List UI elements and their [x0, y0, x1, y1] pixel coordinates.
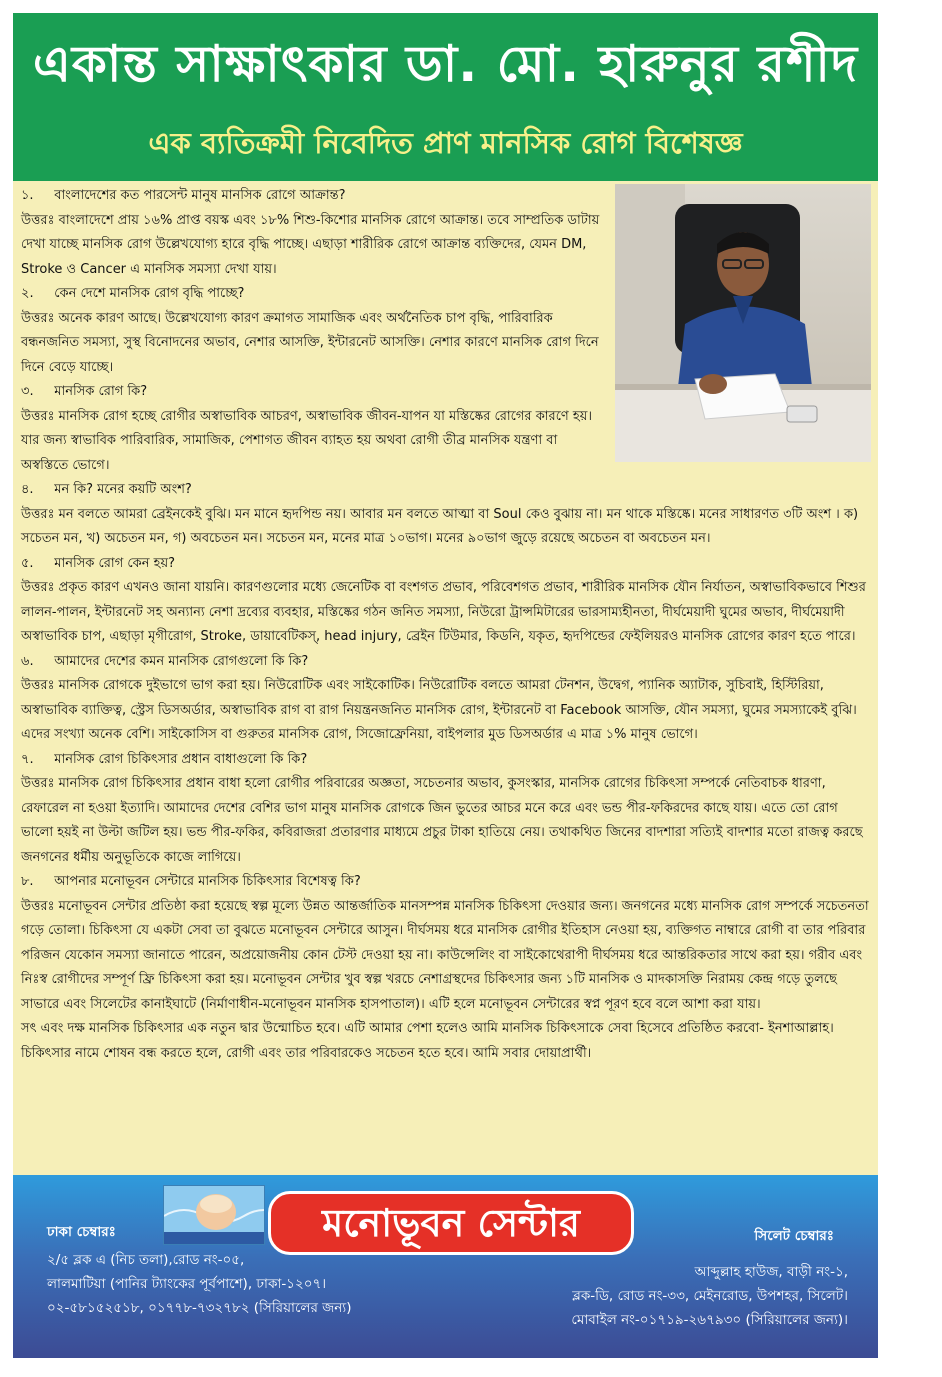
answer-1: উত্তরঃ বাংলাদেশে প্রায় ১৬% প্রাপ্ত বয়স্ক এবং ১৮% শিশু-কিশোর মানসিক রোগে আক্রান্ত। তবে সাম্প্রতিক ডাটায় দেখা যাচ্ছে মানসিক রোগ উল্লেখযোগ্য হারে বৃদ্ধি পাচ্ছে। এছাড়া শারীরিক রোগে আক্রান্ত ব্যক্তিদের, যেমন DM, Stroke ও Cancer এ মানসিক সমস্যা দেখা যায়।: [21, 212, 600, 277]
question-5: ৫. মানসিক রোগ কেন হয়?: [21, 555, 176, 571]
sylhet-address-line-1: আব্দুল্লাহ হাউজ, বাড়ী নং-১,: [694, 1264, 848, 1280]
dhaka-phone: ০২-৫৮১৫২৫১৮, ০১৭৭৮-৭৩২৭৮২ (সিরিয়ালের জন্য): [47, 1300, 352, 1316]
doctor-photo: [615, 184, 871, 468]
brain-logo-icon: [163, 1185, 265, 1245]
answer-2: উত্তরঃ অনেক কারণ আছে। উল্লেখযোগ্য কারণ ক্রমাগত সামাজিক এবং অর্থনৈতিক চাপ বৃদ্ধি, পারিবারিক বন্ধনজনিত সমস্যা, সুস্থ বিনোদনের অভাব, নেশার আসক্তি, ইন্টারনেট আসক্তি। নেশার কারণে মানসিক রোগ দিনে দিনে বেড়ে যাচ্ছে।: [21, 310, 599, 375]
answer-7: উত্তরঃ মানসিক রোগ চিকিৎসার প্রধান বাধা হলো রোগীর পরিবারের অজ্ঞতা, সচেতনার অভাব, কুসংস্কার, মানসিক রোগের চিকিৎসা সম্পর্কে নেতিবাচক ধারণা, রেফারেল না হওয়া ইত্যাদি। আমাদের দেশের বেশির ভাগ মানুষ মানসিক রোগকে জিন ভুতের আচর মনে করে এবং ভন্ড পীর-ফকিরদের কাছে যায়। এতে তো রোগ ভালো হয়ই না উল্টা জটিল হয়। ভন্ড পীর-ফকির, কবিরাজরা প্রতারণার মাধ্যমে প্রচুর টাকা হাতিয়ে নেয়। তথাকথিত জিনের বাদশারা সত্যিই বাদশার মতো রাজত্ব করছে জনগনের ধর্মীয় অনুভূতিকে কাজে লাগিয়ে।: [21, 776, 863, 865]
header-banner: [13, 13, 878, 181]
page-subtitle: এক ব্যতিক্রমী নিবেদিত প্রাণ মানসিক রোগ বিশেষজ্ঞ: [148, 126, 743, 160]
answer-4: উত্তরঃ মন বলতে আমরা ব্রেইনকেই বুঝি। মন মানে হৃদপিন্ড নয়। আবার মন বলতে আত্মা বা Soul কেও বুঝায় না। মন থাকে মস্তিষ্কে। মনের সাধারণত ৩টি অংশ । ক) সচেতন মন, খ) অচেতন মন, গ) অবচেতন মন। সচেতন মন, মনের মাত্র ১০ভাগ। মনের ৯০ভাগ জুড়ে রয়েছে অচেতন বা অবচেতন মন।: [21, 506, 859, 546]
question-3: ৩. মানসিক রোগ কি?: [21, 384, 148, 399]
dhaka-chamber-heading: ঢাকা চেম্বারঃ: [47, 1224, 116, 1240]
interview-content: [21, 184, 871, 1066]
sylhet-phone: মোবাইল নং-০১৭১৯-২৬৭৯৩০ (সিরিয়ালের জন্য)।: [571, 1312, 848, 1328]
sylhet-chamber-heading: সিলেট চেম্বারঃ: [754, 1228, 834, 1244]
doctor-portrait-image: [615, 184, 871, 462]
page-title: একান্ত সাক্ষাৎকার ডা. মো. হারুনুর রশীদ: [32, 35, 859, 93]
brand-name: মনোভূবন সেন্টার: [268, 1191, 634, 1255]
question-1: ১. বাংলাদেশের কত পারসেন্ট মানুষ মানসিক রোগে আক্রান্ত?: [21, 188, 346, 203]
question-7: ৭. মানসিক রোগ চিকিৎসার প্রধান বাধাগুলো কি কি?: [21, 751, 308, 767]
answer-3: উত্তরঃ মানসিক রোগ হচ্ছে রোগীর অস্বাভাবিক আচরণ, অস্বাভাবিক জীবন-যাপন যা মস্তিষ্কের রোগের কারণে হয়। যার জন্য স্বাভাবিক পারিবারিক, সামাজিক, পেশাগত জীবন ব্যাহত হয় অথবা রোগী তীব্র মানসিক যন্ত্রণা বা অস্বস্তিতে ভোগে।: [21, 408, 593, 473]
advertisement-page: [13, 13, 878, 1358]
question-4: ৪. মন কি? মনের কয়টি অংশ?: [21, 482, 192, 497]
closing-paragraph: সৎ এবং দক্ষ মানসিক চিকিৎসার এক নতুন দ্বার উন্মোচিত হবে। এটি আমার পেশা হলেও আমি মানসিক চিকিৎসাকে সেবা হিসেবে প্রতিষ্ঠিত করবো- ইনশাআল্লাহ। চিকিৎসার নামে শোষন বন্ধ করতে হলে, রোগী এবং তার পরিবারকেও সচেতন হতে হবে। আমি সবার দোয়াপ্রার্থী।: [21, 1021, 834, 1061]
dhaka-address-line-1: ২/৫ ব্লক এ (নিচ তলা),রোড নং-০৫,: [47, 1252, 245, 1268]
answer-5: উত্তরঃ প্রকৃত কারণ এখনও জানা যায়নি। কারণগুলোর মধ্যে জেনেটিক বা বংশগত প্রভাব, পরিবেশগত প্রভাব, শারীরিক মানসিক যৌন নির্যাতন, অস্বাভাবিকভাবে শিশুর লালন-পালন, ইন্টারনেট সহ অন্যান্য নেশা দ্রব্যের ব্যবহার, মস্তিষ্কের গঠন জনিত সমস্যা, নিউরো ট্রান্সমিটারের ভারসাম্যহীনতা, দীর্ঘমেয়াদী ঘুমের অভাব, দীর্ঘমেয়াদী অস্বাভাবিক চাপ, এছাড়া মৃগীরোগ, Stroke, ডায়াবেটিকস্‌, head injury, ব্রেইন টিউমার, কিডনি, যকৃত, হৃদপিন্ডের ফেইলিয়রও মানসিক রোগের কারণ হতে পারে।: [21, 580, 866, 644]
dhaka-address-line-2: লালমাটিয়া (পানির ট্যাংকের পূর্বপাশে), ঢাকা-১২০৭।: [47, 1276, 327, 1292]
answer-6: উত্তরঃ মানসিক রোগকে দুইভাগে ভাগ করা হয়। নিউরোটিক এবং সাইকোটিক। নিউরোটিক বলতে আমরা টেনশন, উদ্বেগ, প্যানিক অ্যাটাক, সুচিবাই, হিস্টিরিয়া, অস্বাভাবিক ব্যাক্তিত্ব, স্ট্রেস ডিসঅর্ডার, অস্বাভাবিক রাগ বা রাগ নিয়ন্ত্রনজনিত মানসিক রোগ, ইন্টারনেট বা Facebook আসক্তি, যৌন সমস্যা, ঘুমের সমস্যাকেই বুঝি। এদের সংখ্যা অনেক বেশি। সাইকোসিস বা গুরুতর মানসিক রোগ, সিজোফ্রেনিয়া, বাইপলার মুড ডিসঅর্ডার এ মাত্র ১% মানুষ ভোগে।: [21, 678, 857, 742]
sylhet-address-line-2: ব্লক-ডি, রোড নং-৩৩, মেইনরোড, উপশহর, সিলেট।: [572, 1288, 848, 1304]
footer-banner: [13, 1175, 878, 1358]
question-2: ২. কেন দেশে মানসিক রোগ বৃদ্ধি পাচ্ছে?: [21, 286, 245, 301]
question-8: ৮. আপনার মনোভূবন সেন্টারে মানসিক চিকিৎসার বিশেষত্ব কি?: [21, 874, 361, 889]
answer-8: উত্তরঃ মনোভূবন সেন্টার প্রতিষ্ঠা করা হয়েছে স্বল্প মূল্যে উন্নত আন্তর্জাতিক মানসম্পন্ন মানসিক চিকিৎসা দেওয়ার জন্য। জনগনের মধ্যে মানসিক রোগ সম্পর্কে সচেতনতা গড়ে তোলা। চিকিৎসা যে একটা সেবা তা বুঝতে মনোভূবন সেন্টারে আসুন। দীর্ঘসময় ধরে মানসিক রোগীর ইতিহাস নেওয়া হয়, ব্যক্তিগত নাম্বারে রোগী বা তার পরিবার পরিজন যেকোন সমস্যা জানাতে পারেন, অপ্রয়োজনীয় কোন টেস্ট দেওয়া হয় না। কাউন্সেলিং বা সাইকোথেরাপী দীর্ঘসময় ধরে আন্তরিকতার সাথে করা হয়। গরীব এবং নিঃস্ব রোগীদের সম্পূর্ণ ফ্রি চিকিৎসা করা হয়। মনোভূবন সেন্টার খুব স্বল্প খরচে নেশাগ্রস্থদের চিকিৎসার জন্য ১টি মানসিক ও মাদকাসক্তি নিরাময় কেন্দ্র গড়ে তুলছে সাভারে এবং সিলেটের কানাইঘাটে (নির্মাণাধীন-মনোভূবন মানসিক হাসপাতাল)। এটি হলে মনোভূবন সেন্টারের স্বপ্ন পূরণ হবে বলে আশা করা যায়।: [21, 898, 869, 1012]
question-6: ৬. আমাদের দেশের কমন মানসিক রোগগুলো কি কি?: [21, 653, 309, 669]
